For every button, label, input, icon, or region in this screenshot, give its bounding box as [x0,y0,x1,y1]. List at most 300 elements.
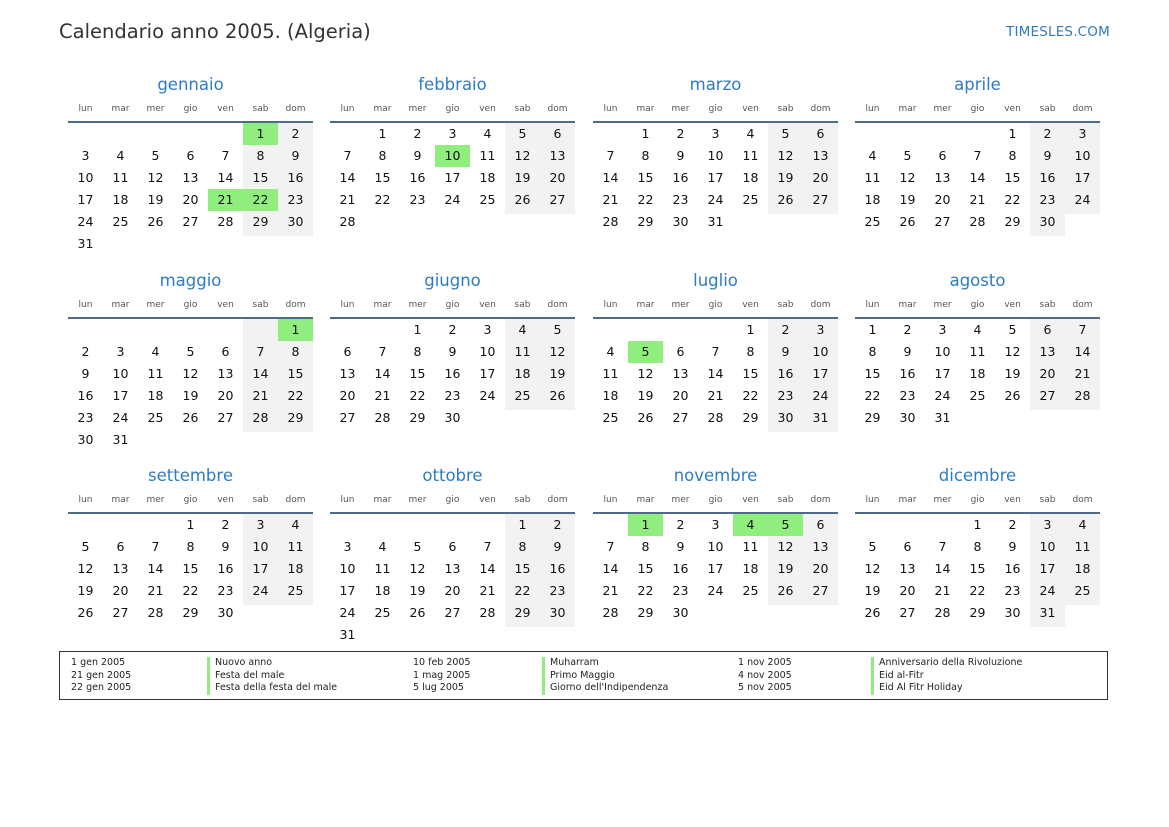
day-cell: 23 [672,583,689,598]
weekday-label: gio [708,495,723,505]
day-cell: 19 [777,561,794,576]
day-cell: 30 [672,214,689,229]
day-cell: 14 [969,170,986,185]
day-cell: 21 [147,583,164,598]
month-name: gennaio [157,75,224,94]
day-cell: 6 [816,126,825,141]
day-cell: 23 [899,388,916,403]
day-cell: 25 [1074,583,1091,598]
day-cell: 1 [746,322,755,337]
day-cell: 26 [549,388,566,403]
day-cell: 13 [549,148,566,163]
day-cell: 28 [217,214,234,229]
day-cell: 4 [973,322,982,337]
day-cell: 12 [1004,344,1021,359]
month-dicembre [855,466,1100,656]
day-cell: 26 [182,410,199,425]
weekday-label: mar [111,300,130,310]
day-cell: 27 [112,605,129,620]
holiday-date: 22 gen 2005 [71,682,132,693]
day-cell: 20 [444,583,461,598]
holiday-name: Primo Maggio [542,670,615,683]
weekday-label: dom [285,104,306,114]
day-cell: 27 [672,410,689,425]
holiday-name: Nuovo anno [207,657,272,670]
day-cell: 6 [938,148,947,163]
day-cell: 12 [777,148,794,163]
weekday-label: mer [933,104,952,114]
weekday-label: mer [933,495,952,505]
day-cell: 31 [1039,605,1056,620]
day-cell: 5 [903,148,912,163]
day-cell: 25 [147,410,164,425]
day-cell: 2 [413,126,422,141]
day-cell: 19 [409,583,426,598]
day-cell: 8 [186,539,195,554]
day-cell: 22 [864,388,881,403]
day-cell: 29 [287,410,304,425]
holiday-name: Festa della festa del male [207,682,337,695]
holiday-date: 5 lug 2005 [413,682,464,693]
day-cell: 21 [934,583,951,598]
day-cell: 8 [518,539,527,554]
day-cell: 1 [1008,126,1017,141]
holiday-date: 21 gen 2005 [71,669,132,681]
day-cell: 19 [1004,366,1021,381]
day-cell: 23 [549,583,566,598]
day-cell: 12 [777,539,794,554]
day-cell: 27 [812,583,829,598]
day-cell: 12 [864,561,881,576]
day-cell: 31 [112,432,129,447]
day-cell: 11 [742,539,759,554]
day-cell: 2 [81,344,90,359]
day-cell: 14 [374,366,391,381]
month-name: dicembre [938,466,1017,485]
holiday-day-cell: 5 [628,341,663,363]
day-cell: 10 [707,148,724,163]
day-cell: 12 [409,561,426,576]
day-cell: 17 [339,583,356,598]
day-cell: 8 [378,148,387,163]
day-cell: 25 [969,388,986,403]
day-cell: 17 [1039,561,1056,576]
page-title: Calendario anno 2005. (Algeria) [59,20,371,43]
day-cell: 30 [899,410,916,425]
day-cell: 9 [413,148,422,163]
weekday-label: mar [373,104,392,114]
day-cell: 23 [444,388,461,403]
day-cell: 25 [864,214,881,229]
day-cell: 17 [934,366,951,381]
day-cell: 11 [1074,539,1091,554]
day-cell: 16 [217,561,234,576]
day-cell: 7 [378,344,387,359]
day-cell: 10 [812,344,829,359]
day-cell: 15 [514,561,531,576]
day-cell: 2 [676,517,685,532]
holiday-day-cell: 1 [278,319,313,341]
day-cell: 13 [339,366,356,381]
day-cell: 24 [1039,583,1056,598]
day-cell: 15 [252,170,269,185]
weekday-label: mar [898,104,917,114]
day-cell: 4 [378,539,387,554]
weekday-label: ven [742,104,759,114]
weekday-label: ven [1004,104,1021,114]
day-cell: 11 [147,366,164,381]
day-cell: 4 [116,148,125,163]
day-cell: 26 [409,605,426,620]
holiday-day-cell: 4 [733,514,768,536]
day-cell: 11 [602,366,619,381]
day-cell: 29 [637,605,654,620]
day-cell: 17 [812,366,829,381]
day-cell: 15 [969,561,986,576]
day-cell: 29 [182,605,199,620]
weekday-label: ven [742,495,759,505]
day-cell: 8 [868,344,877,359]
day-cell: 9 [1043,148,1052,163]
day-cell: 1 [973,517,982,532]
day-cell: 25 [514,388,531,403]
day-cell: 26 [1004,388,1021,403]
weekday-label: gio [708,104,723,114]
day-cell: 26 [77,605,94,620]
day-cell: 15 [637,561,654,576]
weekday-label: mer [408,495,427,505]
day-cell: 22 [514,583,531,598]
day-cell: 28 [252,410,269,425]
day-cell: 10 [707,539,724,554]
day-cell: 10 [339,561,356,576]
holiday-name: Eid Al Fitr Holiday [871,682,963,695]
day-cell: 7 [221,148,230,163]
day-cell: 2 [221,517,230,532]
day-cell: 30 [77,432,94,447]
weekday-label: ven [1004,300,1021,310]
day-cell: 24 [112,410,129,425]
weekday-label: gio [183,104,198,114]
day-cell: 18 [112,192,129,207]
day-cell: 3 [343,539,352,554]
weekday-label: dom [285,300,306,310]
day-cell: 11 [514,344,531,359]
day-cell: 12 [514,148,531,163]
month-febbraio [330,75,575,265]
day-cell: 3 [256,517,265,532]
weekday-label: sab [777,300,794,310]
day-cell: 19 [549,366,566,381]
day-cell: 14 [934,561,951,576]
day-cell: 1 [413,322,422,337]
day-cell: 5 [781,126,790,141]
day-cell: 13 [217,366,234,381]
day-cell: 29 [252,214,269,229]
day-cell: 30 [217,605,234,620]
weekday-label: mer [146,495,165,505]
day-cell: 23 [77,410,94,425]
day-cell: 21 [707,388,724,403]
day-cell: 2 [903,322,912,337]
day-cell: 24 [252,583,269,598]
day-cell: 24 [934,388,951,403]
day-cell: 10 [252,539,269,554]
day-cell: 6 [553,126,562,141]
day-cell: 10 [479,344,496,359]
month-name: febbraio [418,75,487,94]
day-cell: 1 [641,126,650,141]
month-settembre [68,466,313,656]
day-cell: 26 [864,605,881,620]
day-cell: 28 [479,605,496,620]
day-cell: 22 [637,192,654,207]
day-cell: 10 [77,170,94,185]
day-cell: 19 [637,388,654,403]
month-aprile [855,75,1100,265]
day-cell: 30 [1004,605,1021,620]
weekday-label: lun [340,300,355,310]
day-cell: 21 [252,388,269,403]
day-cell: 2 [1043,126,1052,141]
day-cell: 4 [606,344,615,359]
month-name: maggio [159,271,222,290]
day-cell: 18 [147,388,164,403]
day-cell: 15 [287,366,304,381]
day-cell: 27 [934,214,951,229]
day-cell: 7 [606,539,615,554]
day-cell: 17 [252,561,269,576]
day-cell: 1 [518,517,527,532]
day-cell: 23 [1039,192,1056,207]
weekday-label: dom [810,104,831,114]
weekday-label: dom [810,300,831,310]
weekday-label: dom [1072,495,1093,505]
holiday-day-cell: 1 [243,123,278,145]
day-cell: 29 [409,410,426,425]
holiday-name: Eid al-Fitr [871,670,924,683]
day-cell: 19 [182,388,199,403]
weekday-label: lun [865,300,880,310]
day-cell: 25 [374,605,391,620]
day-cell: 14 [1074,344,1091,359]
day-cell: 14 [479,561,496,576]
weekday-label: dom [1072,300,1093,310]
day-cell: 25 [742,192,759,207]
weekday-label: sab [514,495,531,505]
day-cell: 6 [116,539,125,554]
day-cell: 19 [147,192,164,207]
day-cell: 4 [291,517,300,532]
day-cell: 4 [483,126,492,141]
day-cell: 28 [602,214,619,229]
day-cell: 13 [672,366,689,381]
month-name: giugno [424,271,481,290]
weekday-label: mar [373,300,392,310]
day-cell: 9 [903,344,912,359]
weekday-label: mar [111,104,130,114]
day-cell: 3 [711,126,720,141]
day-cell: 13 [112,561,129,576]
day-cell: 14 [602,170,619,185]
day-cell: 15 [1004,170,1021,185]
day-cell: 15 [409,366,426,381]
day-cell: 6 [448,539,457,554]
weekday-label: dom [810,495,831,505]
day-cell: 13 [182,170,199,185]
day-cell: 2 [781,322,790,337]
weekday-label: sab [1039,495,1056,505]
day-cell: 5 [413,539,422,554]
day-cell: 1 [186,517,195,532]
day-cell: 26 [637,410,654,425]
day-cell: 9 [676,148,685,163]
day-cell: 27 [444,605,461,620]
day-cell: 9 [1008,539,1017,554]
day-cell: 24 [812,388,829,403]
day-cell: 7 [1078,322,1087,337]
day-cell: 17 [1074,170,1091,185]
day-cell: 11 [287,539,304,554]
day-cell: 3 [483,322,492,337]
weekday-label: lun [78,495,93,505]
day-cell: 15 [864,366,881,381]
weekday-label: mer [933,300,952,310]
weekday-label: ven [1004,495,1021,505]
weekday-label: mar [636,104,655,114]
weekday-label: ven [479,300,496,310]
day-cell: 21 [602,192,619,207]
day-cell: 3 [116,344,125,359]
day-cell: 20 [899,583,916,598]
day-cell: 10 [1039,539,1056,554]
month-name: luglio [693,271,738,290]
day-cell: 7 [606,148,615,163]
day-cell: 18 [864,192,881,207]
site-logo-link[interactable]: TIMESLES.COM [1006,24,1110,40]
day-cell: 12 [77,561,94,576]
holiday-name: Giorno dell'Indipendenza [542,682,668,695]
month-name: marzo [689,75,742,94]
day-cell: 27 [1039,388,1056,403]
day-cell: 8 [291,344,300,359]
day-cell: 22 [287,388,304,403]
day-cell: 12 [899,170,916,185]
weekday-label: mer [671,495,690,505]
day-cell: 30 [777,410,794,425]
day-cell: 19 [77,583,94,598]
day-cell: 27 [899,605,916,620]
day-cell: 12 [147,170,164,185]
day-cell: 6 [343,344,352,359]
weekday-label: sab [777,495,794,505]
day-cell: 17 [112,388,129,403]
day-cell: 15 [637,170,654,185]
day-cell: 20 [934,192,951,207]
weekday-label: mer [146,300,165,310]
day-cell: 14 [339,170,356,185]
day-cell: 5 [553,322,562,337]
day-cell: 30 [444,410,461,425]
day-cell: 29 [742,410,759,425]
day-cell: 19 [899,192,916,207]
day-cell: 15 [374,170,391,185]
day-cell: 29 [514,605,531,620]
day-cell: 20 [812,561,829,576]
holiday-name: Muharram [542,657,599,670]
day-cell: 21 [479,583,496,598]
weekday-label: ven [217,104,234,114]
day-cell: 28 [934,605,951,620]
day-cell: 18 [602,388,619,403]
day-cell: 16 [672,561,689,576]
day-cell: 7 [256,344,265,359]
day-cell: 24 [339,605,356,620]
weekday-label: mar [373,495,392,505]
day-cell: 3 [81,148,90,163]
month-luglio [593,271,838,461]
day-cell: 27 [339,410,356,425]
day-cell: 28 [339,214,356,229]
weekday-label: lun [603,104,618,114]
day-cell: 2 [448,322,457,337]
day-cell: 18 [374,583,391,598]
day-cell: 14 [217,170,234,185]
weekday-label: mar [636,495,655,505]
day-cell: 29 [969,605,986,620]
weekday-label: mar [636,300,655,310]
day-cell: 11 [112,170,129,185]
day-cell: 23 [777,388,794,403]
day-cell: 31 [339,627,356,642]
weekday-label: gio [445,495,460,505]
day-cell: 13 [934,170,951,185]
weekday-label: lun [603,495,618,505]
day-cell: 30 [549,605,566,620]
day-cell: 23 [409,192,426,207]
day-cell: 20 [549,170,566,185]
weekday-label: gio [708,300,723,310]
weekday-label: mar [898,495,917,505]
day-cell: 19 [514,170,531,185]
weekday-label: lun [78,300,93,310]
day-cell: 13 [812,148,829,163]
month-maggio [68,271,313,461]
holiday-day-cell: 5 [768,514,803,536]
day-cell: 20 [1039,366,1056,381]
day-cell: 10 [1074,148,1091,163]
day-cell: 16 [287,170,304,185]
month-giugno [330,271,575,461]
day-cell: 20 [812,170,829,185]
day-cell: 16 [777,366,794,381]
weekday-label: dom [1072,104,1093,114]
day-cell: 21 [1074,366,1091,381]
day-cell: 3 [938,322,947,337]
day-cell: 19 [777,170,794,185]
day-cell: 16 [1039,170,1056,185]
day-cell: 7 [711,344,720,359]
weekday-label: ven [217,300,234,310]
day-cell: 11 [969,344,986,359]
holiday-date: 1 nov 2005 [738,657,792,668]
holiday-name: Anniversario della Rivoluzione [871,657,1022,670]
weekday-label: ven [479,495,496,505]
month-novembre [593,466,838,656]
weekday-label: sab [777,104,794,114]
day-cell: 22 [742,388,759,403]
day-cell: 28 [707,410,724,425]
